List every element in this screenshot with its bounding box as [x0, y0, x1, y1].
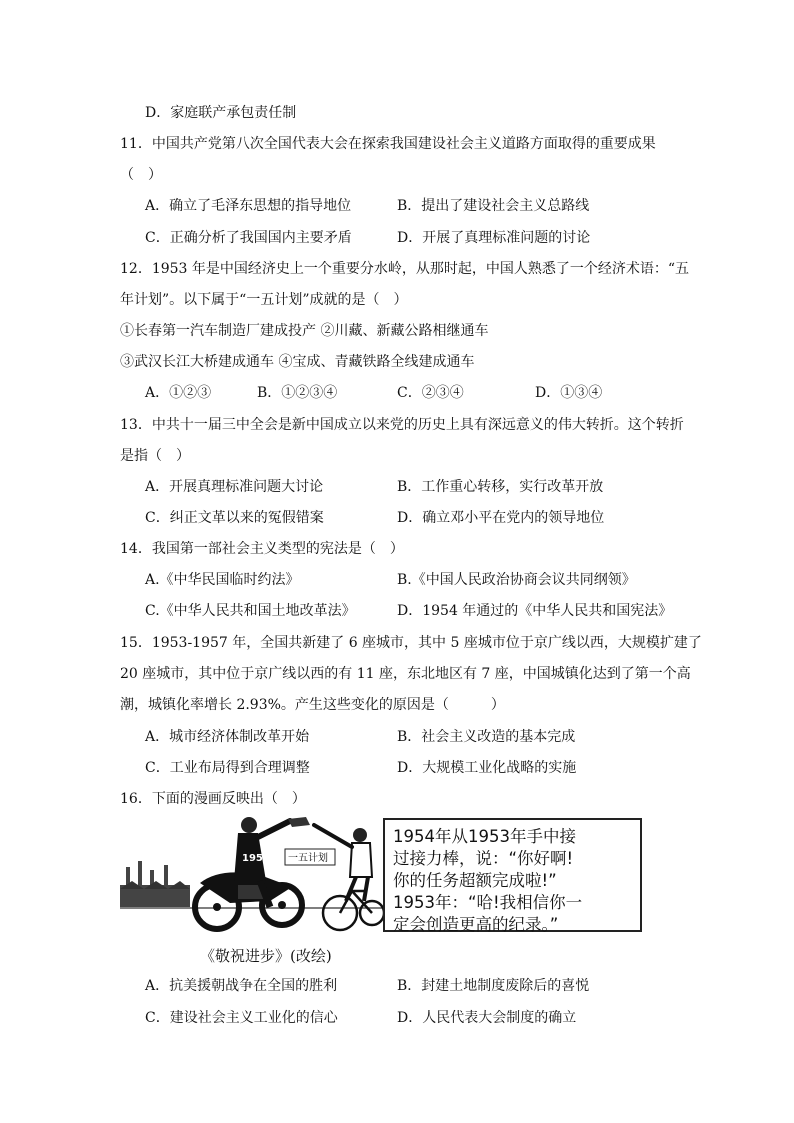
factory-skyline	[120, 861, 190, 907]
q11-option-c: C．正确分析了我国国内主要矛盾	[145, 230, 352, 246]
rider-number-plate: 1954	[242, 853, 270, 864]
speech-line-3: 你的任务超额完成啦!”	[393, 871, 557, 890]
speech-line-5: 定会创造更高的纪录。”	[393, 915, 559, 934]
q15-stem-line1: 15．1953-1957 年，全国共新建了 6 座城市，其中 5 座城市位于京广线以西，大规模扩建了	[120, 635, 702, 651]
q12-option-d: D．①③④	[535, 385, 603, 401]
q16-option-a: A．抗美援朝战争在全国的胜利	[145, 978, 338, 994]
q13-option-c: C．纠正文革以来的冤假错案	[145, 510, 324, 526]
speech-line-4: 1953年：“哈!我相信你一	[393, 893, 583, 912]
q16-option-b: B．封建土地制度废除后的喜悦	[397, 978, 590, 994]
q14-option-b: B.《中国人民政治协商会议共同纲领》	[397, 572, 636, 588]
q16-option-d: D．人民代表大会制度的确立	[397, 1010, 577, 1026]
q14-option-a: A.《中华民国临时约法》	[145, 572, 300, 588]
q11-stem: 11．中国共产党第八次全国代表大会在探索我国建设社会主义道路方面取得的重要成果	[120, 136, 656, 152]
q15-option-d: D．大规模工业化战略的实施	[397, 760, 577, 776]
speech-line-1: 1954年从1953年手中接	[393, 827, 576, 846]
q15-option-c: C．工业布局得到合理调整	[145, 760, 310, 776]
speech-box	[383, 818, 642, 932]
q13-option-d: D．确立邓小平在党内的领导地位	[397, 510, 605, 526]
q13-stem-line1: 13．中共十一届三中全会是新中国成立以来党的历史上具有深远意义的伟大转折。这个转折	[120, 417, 684, 433]
q15-stem-line3: 潮，城镇化率增长 2.93%。产生这些变化的原因是（ ）	[120, 697, 505, 713]
q15-stem-line2: 20 座城市，其中位于京广线以西的有 11 座，东北地区有 7 座，中国城镇化达到了第一个高	[120, 666, 691, 682]
q14-option-c: C.《中华人民共和国土地改革法》	[145, 603, 356, 619]
q11-option-b: B．提出了建设社会主义总路线	[397, 198, 590, 214]
baton-banner	[285, 817, 335, 865]
q14-stem: 14．我国第一部社会主义类型的宪法是（ ）	[120, 541, 404, 557]
q12-stem-line1: 12．1953 年是中国经济史上一个重要分水岭，从那时起，中国人熟悉了一个经济术语：“五	[120, 261, 690, 277]
q11-option-d: D．开展了真理标准问题的讨论	[397, 230, 591, 246]
q14-option-d: D．1954 年通过的《中华人民共和国宪法》	[397, 603, 673, 619]
q12-items-line1: ①长春第一汽车制造厂建成投产 ②川藏、新藏公路相继通车	[120, 323, 489, 339]
q12-items-line2: ③武汉长江大桥建成通车 ④宝成、青藏铁路全线建成通车	[120, 354, 475, 370]
baton-label: 一五计划	[288, 853, 328, 864]
q10-option-d: D．家庭联产承包责任制	[145, 105, 297, 121]
q12-option-b: B．①②③④	[257, 385, 338, 401]
q13-option-b: B．工作重心转移，实行改革开放	[397, 479, 604, 495]
q15-option-a: A．城市经济体制改革开始	[145, 729, 310, 745]
q15-option-b: B．社会主义改造的基本完成	[397, 729, 576, 745]
q13-option-a: A．开展真理标准问题大讨论	[145, 479, 324, 495]
bicycle	[323, 891, 384, 930]
q12-stem-line2: 年计划”。以下属于“一五计划”成就的是（ ）	[120, 292, 408, 308]
speech-line-2: 过接力棒，说：“你好啊!	[393, 849, 574, 868]
q12-option-a: A．①②③	[145, 385, 212, 401]
q11-option-a: A．确立了毛泽东思想的指导地位	[145, 198, 352, 214]
q16-stem: 16．下面的漫画反映出（ ）	[120, 791, 306, 807]
q11-answer-paren: （ ）	[120, 167, 162, 183]
q16-option-c: C．建设社会主义工业化的信心	[145, 1010, 338, 1026]
q12-option-c: C．②③④	[397, 385, 464, 401]
cartoon-illustration	[120, 815, 385, 935]
cartoon-caption: 《敬祝进步》(改绘)	[200, 947, 332, 965]
q13-stem-line2: 是指（ ）	[120, 448, 190, 464]
